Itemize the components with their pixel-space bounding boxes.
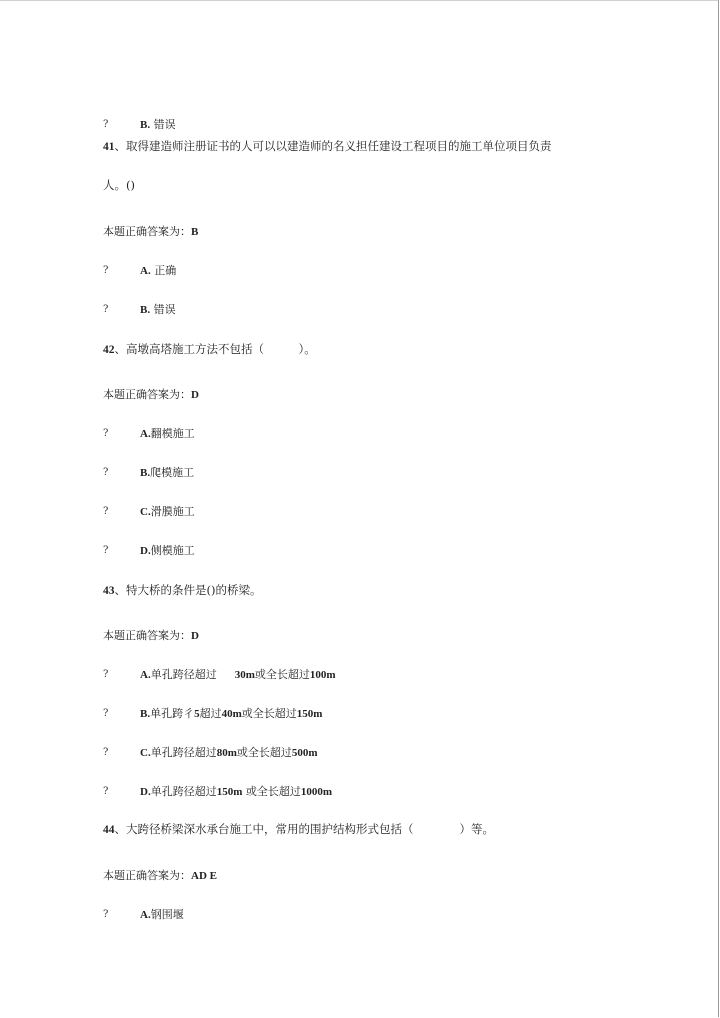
question-number: 43 <box>103 585 115 597</box>
question-text: 特大桥的条件是()的桥梁。 <box>126 583 262 597</box>
option-key: C. <box>140 747 151 759</box>
question-separator: 、 <box>114 822 126 836</box>
question-number: 41 <box>103 141 115 153</box>
option-number: 100m <box>309 669 336 681</box>
option-a <box>140 427 195 441</box>
option-key: B. <box>140 708 151 720</box>
answer-value: B <box>191 226 199 238</box>
answer-value: D <box>191 389 199 401</box>
option-number: 5 <box>194 708 200 720</box>
answer-value: AD E <box>191 870 217 882</box>
option-d <box>140 785 332 799</box>
option-bullet: ? <box>103 747 109 758</box>
option-text: 超过 <box>199 707 222 720</box>
option-number: 150m <box>216 786 243 798</box>
option-text: 或全长超过 <box>242 785 301 798</box>
option-number: 30m <box>234 669 255 681</box>
question-text: 高墩高塔施工方法不包括（ ）。 <box>126 342 316 356</box>
question-41-continued: 人。() <box>103 178 135 192</box>
option-key: A. <box>140 428 151 440</box>
option-text: 或全长超过 <box>254 668 310 681</box>
option-text: 错误 <box>153 303 176 316</box>
option-key: C. <box>140 506 151 518</box>
option-text: 错误 <box>153 118 176 131</box>
option-bullet: ? <box>103 265 109 276</box>
option-key: B. <box>140 119 151 131</box>
option-b <box>140 466 194 480</box>
option-text: 单孔跨径超过 <box>150 668 217 681</box>
answer-42 <box>103 388 199 402</box>
option-c <box>140 746 318 760</box>
option-d <box>140 544 195 558</box>
option-number: 1000m <box>300 786 333 798</box>
option-bullet: ? <box>103 467 109 478</box>
option-number: 80m <box>216 747 237 759</box>
question-44 <box>103 822 494 837</box>
option-bullet: ? <box>103 119 109 130</box>
option-text: 翻模施工 <box>150 427 195 440</box>
answer-label: 本题正确答案为： <box>103 869 191 882</box>
option-bullet: ? <box>103 708 109 719</box>
answer-44 <box>103 869 217 883</box>
answer-label: 本题正确答案为： <box>103 225 191 238</box>
option-bullet: ? <box>103 786 109 797</box>
question-number: 44 <box>103 824 115 836</box>
question-text: 大跨径桥梁深水承台施工中，常用的围护结构形式包括（ ）等。 <box>126 822 494 836</box>
question-separator: 、 <box>114 583 126 597</box>
question-43 <box>103 583 261 598</box>
question-separator: 、 <box>114 139 126 153</box>
option-bullet: ? <box>103 909 109 920</box>
question-41 <box>103 139 552 154</box>
answer-label: 本题正确答案为： <box>103 629 191 642</box>
option-bullet: ? <box>103 669 109 680</box>
option-b <box>140 303 176 317</box>
option-number: 40m <box>221 708 242 720</box>
option-number: 500m <box>291 747 318 759</box>
answer-41 <box>103 225 198 239</box>
option-text: 正确 <box>154 264 177 277</box>
option-key: B. <box>140 304 151 316</box>
option-b <box>140 707 322 721</box>
option-bullet: ? <box>103 545 109 556</box>
option-bullet: ? <box>103 304 109 315</box>
option-key: D. <box>140 786 151 798</box>
answer-43 <box>103 629 199 643</box>
option-number: 150m <box>296 708 323 720</box>
option-bullet: ? <box>103 428 109 439</box>
option-key: A. <box>140 669 151 681</box>
option-key: D. <box>140 545 151 557</box>
option-a <box>140 264 176 278</box>
question-text: 取得建造师注册证书的人可以以建造师的名义担任建设工程项目的施工单位项目负责 <box>126 139 552 153</box>
option-a <box>140 908 184 922</box>
option-text: 钢围堰 <box>150 908 184 921</box>
option-text: 或全长超过 <box>241 707 297 720</box>
option-text: 侧模施工 <box>150 544 195 557</box>
answer-label: 本题正确答案为： <box>103 388 191 401</box>
option-text: 滑膜施工 <box>150 505 195 518</box>
option-key: A. <box>140 265 151 277</box>
answer-value: D <box>191 630 199 642</box>
option-text: 单孔跨径超过 <box>150 746 217 759</box>
option-text: 或全长超过 <box>236 746 292 759</box>
question-number: 42 <box>103 344 115 356</box>
option-text: 单孔跨彳 <box>150 707 195 720</box>
option-key: A. <box>140 909 151 921</box>
option-text: 单孔跨径超过 <box>150 785 217 798</box>
option-text: 爬模施工 <box>150 466 195 479</box>
question-42 <box>103 342 316 357</box>
option-c <box>140 505 195 519</box>
option-bullet: ? <box>103 506 109 517</box>
question-separator: 、 <box>114 342 126 356</box>
option-b <box>140 118 176 132</box>
option-key: B. <box>140 467 151 479</box>
option-a <box>140 668 336 682</box>
